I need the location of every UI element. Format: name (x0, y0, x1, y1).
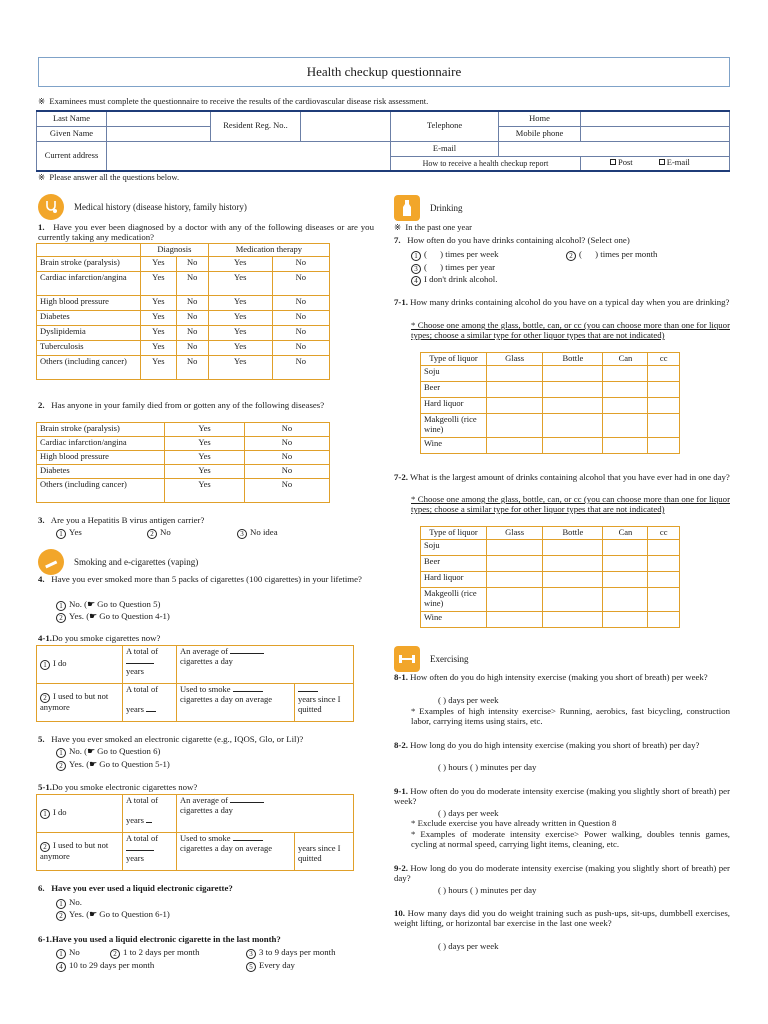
exercising-section-header: Exercising (394, 646, 469, 672)
q91-answer[interactable]: ( ) days per week (438, 808, 499, 818)
medication-yes-cell[interactable]: Yes (208, 256, 272, 271)
q3-option-no[interactable]: 2 No (147, 527, 171, 539)
question-1-table (36, 243, 330, 380)
q61-option-3-9[interactable]: 3 3 to 9 days per month (246, 947, 335, 959)
medication-no-cell[interactable]: No (272, 271, 329, 295)
liquor-amount-cell[interactable] (648, 397, 680, 413)
liquor-amount-cell[interactable] (603, 587, 648, 611)
liquor-amount-cell[interactable] (543, 571, 603, 587)
q51-used-average[interactable]: Used to smoke cigarettes a day on average (177, 833, 295, 871)
q82-answer[interactable]: ( ) hours ( ) minutes per day (438, 762, 537, 772)
given-name-label: Given Name (37, 126, 107, 141)
q1-row (37, 271, 330, 295)
email-field[interactable] (499, 141, 730, 156)
diagnosis-header: Diagnosis (141, 244, 209, 257)
q51-years-smoked[interactable]: A total of years (123, 795, 177, 833)
liquor-amount-cell[interactable] (603, 611, 648, 627)
address-field[interactable] (107, 141, 391, 171)
medication-no-cell[interactable]: No (272, 340, 329, 355)
liquor-amount-cell[interactable] (543, 611, 603, 627)
liquor-header-cell: Can (603, 527, 648, 540)
liquor-type-label: Wine (421, 611, 487, 627)
q51-average[interactable]: An average of cigarettes a day (177, 795, 354, 833)
q41-used-to[interactable]: 2 I used to but not anymore (37, 684, 123, 722)
dumbbell-icon (394, 646, 420, 672)
home-phone-field[interactable] (581, 111, 730, 126)
drinking-section-header: Drinking (394, 195, 463, 221)
family-no-cell[interactable]: No (245, 423, 330, 437)
liquor-amount-cell[interactable] (648, 611, 680, 627)
q2-row (37, 465, 330, 479)
q2-disease-label: Others (including cancer) (37, 479, 165, 503)
q1-disease-label: Cardiac infarction/angina (37, 271, 141, 295)
question-4: 4. Have you ever smoked more than 5 packs of cigarettes (100 cigarettes) in your lifetime? (38, 574, 362, 584)
question-2-table (36, 422, 330, 503)
medication-yes-cell[interactable]: Yes (208, 271, 272, 295)
liquor-amount-cell[interactable] (648, 555, 680, 571)
q41-years-smoked[interactable]: A total of years (123, 646, 177, 684)
question-10: 10. How many days did you do weight training such as push-ups, sit-ups, dumbbell exercises, weight lifting, or horizontal bar exercise in the last one week? (394, 908, 730, 929)
liquor-amount-cell[interactable] (543, 365, 603, 381)
liquor-amount-cell[interactable] (603, 365, 648, 381)
home-phone-label: Home (499, 111, 581, 126)
diagnosis-yes-cell[interactable]: Yes (141, 325, 177, 340)
liquor-amount-cell[interactable] (487, 437, 543, 453)
liquor-amount-cell[interactable] (487, 397, 543, 413)
q61-option-no[interactable]: 1 No (56, 947, 80, 959)
q7-option-year[interactable]: 3 ( ) times per year (411, 262, 495, 274)
q3-option-no-idea[interactable]: 3 No idea (237, 527, 278, 539)
liquor-amount-cell[interactable] (543, 587, 603, 611)
liquor-type-label: Soju (421, 365, 487, 381)
q1-disease-label: Others (including cancer) (37, 355, 141, 379)
q4-option-yes[interactable]: 2 Yes. (☛ Go to Question 4-1) (56, 611, 170, 623)
liquor-header-cell: Glass (487, 527, 543, 540)
q10-answer[interactable]: ( ) days per week (438, 941, 499, 951)
liquor-row (421, 611, 680, 627)
liquor-row (421, 437, 680, 453)
q2-disease-label: Diabetes (37, 465, 165, 479)
medication-yes-cell[interactable]: Yes (208, 295, 272, 310)
q91-example: * Examples of moderate intensity exercise> Power walking, doubles tennis games, cycling at normal speed, carrying light items, cleaning, etc. (411, 829, 730, 850)
family-yes-cell[interactable]: Yes (165, 465, 245, 479)
diagnosis-yes-cell[interactable]: Yes (141, 355, 177, 379)
liquor-row (421, 539, 680, 555)
liquor-type-label: Makgeolli (rice wine) (421, 587, 487, 611)
liquor-type-label: Hard liquor (421, 397, 487, 413)
q41-years-used[interactable]: A total of years (123, 684, 177, 722)
question-5-1-table (36, 794, 354, 871)
telephone-label: Telephone (391, 111, 499, 141)
q1-disease-label: Brain stroke (paralysis) (37, 256, 141, 271)
question-6: 6. Have you ever used a liquid electronic cigarette? (38, 883, 233, 893)
q1-disease-label: Dyslipidemia (37, 325, 141, 340)
family-no-cell[interactable]: No (245, 465, 330, 479)
family-no-cell[interactable]: No (245, 479, 330, 503)
diagnosis-yes-cell[interactable]: Yes (141, 340, 177, 355)
q1-row (37, 256, 330, 271)
liquor-amount-cell[interactable] (603, 571, 648, 587)
q72-instruction: * Choose one among the glass, bottle, can, or cc (you can choose more than one for liquor types; choose a similar type for other liquor types that are not indicated) (411, 494, 730, 515)
q61-option-every-day[interactable]: 5 Every day (246, 960, 295, 972)
mobile-phone-label: Mobile phone (499, 126, 581, 141)
liquor-amount-cell[interactable] (543, 437, 603, 453)
diagnosis-no-cell[interactable]: No (176, 295, 208, 310)
liquor-amount-cell[interactable] (648, 437, 680, 453)
resident-reg-label: Resident Reg. No.. (211, 111, 301, 141)
q1-row (37, 325, 330, 340)
given-name-field[interactable] (107, 126, 211, 141)
liquor-amount-cell[interactable] (603, 437, 648, 453)
answer-all-note: ※ Please answer all the questions below. (38, 172, 180, 182)
liquor-header-row (421, 527, 680, 540)
liquor-amount-cell[interactable] (603, 413, 648, 437)
liquor-amount-cell[interactable] (487, 611, 543, 627)
liquor-header-cell: Bottle (543, 527, 603, 540)
liquor-type-label: Beer (421, 555, 487, 571)
liquor-type-label: Hard liquor (421, 571, 487, 587)
diagnosis-no-cell[interactable]: No (176, 340, 208, 355)
liquor-header-cell: Type of liquor (421, 353, 487, 366)
diagnosis-no-cell[interactable]: No (176, 325, 208, 340)
q51-i-do[interactable]: 1 I do (37, 795, 123, 833)
q41-used-average[interactable]: Used to smoke cigarettes a day on average (177, 684, 295, 722)
liquor-type-label: Beer (421, 381, 487, 397)
q1-row (37, 295, 330, 310)
q1-disease-label: Tuberculosis (37, 340, 141, 355)
question-8-1: 8-1. How often do you do high intensity exercise (making you short of breath) per week? (394, 672, 708, 682)
report-method-options (581, 156, 730, 171)
q2-row (37, 451, 330, 465)
question-8-2: 8-2. How long do you do high intensity exercise (making you short of breath) per day? (394, 740, 700, 750)
medication-no-cell[interactable]: No (272, 310, 329, 325)
medication-yes-cell[interactable]: Yes (208, 325, 272, 340)
family-no-cell[interactable]: No (245, 451, 330, 465)
liquor-amount-cell[interactable] (487, 413, 543, 437)
email-checkbox[interactable] (659, 159, 665, 165)
liquor-header-row (421, 353, 680, 366)
liquor-amount-cell[interactable] (603, 397, 648, 413)
address-label: Current address (37, 141, 107, 171)
question-9-1: 9-1. How often do you do moderate intensity exercise (making you slightly short of breath) per week? (394, 786, 730, 807)
question-5: 5. Have you ever smoked an electronic cigarette (e.g., IQOS, Glo, or Lil)? (38, 734, 304, 744)
liquor-amount-cell[interactable] (487, 365, 543, 381)
liquor-header-cell: Bottle (543, 353, 603, 366)
liquor-amount-cell[interactable] (648, 587, 680, 611)
family-no-cell[interactable]: No (245, 437, 330, 451)
q51-years-since[interactable]: years since I quitted (295, 833, 354, 871)
q51-used-to[interactable]: 2 I used to but not anymore (37, 833, 123, 871)
liquor-amount-cell[interactable] (543, 381, 603, 397)
post-checkbox[interactable] (610, 159, 616, 165)
medication-no-cell[interactable]: No (272, 325, 329, 340)
liquor-header-cell: cc (648, 527, 680, 540)
last-name-label: Last Name (37, 111, 107, 126)
family-yes-cell[interactable]: Yes (165, 451, 245, 465)
resident-reg-field[interactable] (301, 111, 391, 141)
question-7-1: 7-1. How many drinks containing alcohol do you have on a typical day when you are drinking? (394, 297, 730, 307)
q2-row (37, 423, 330, 437)
q41-average[interactable]: An average of cigarettes a day (177, 646, 354, 684)
q7-option-month[interactable]: 2 ( ) times per month (566, 249, 657, 261)
liquor-amount-cell[interactable] (487, 587, 543, 611)
q5-option-no[interactable]: 1 No. (☛ Go to Question 6) (56, 746, 160, 758)
q41-years-since[interactable]: years since I quitted (295, 684, 354, 722)
liquor-type-label: Soju (421, 539, 487, 555)
q1-row (37, 340, 330, 355)
q4-option-no[interactable]: 1 No. (☛ Go to Question 5) (56, 599, 160, 611)
q61-option-1-2[interactable]: 2 1 to 2 days per month (110, 947, 199, 959)
medical-section-header: Medical history (disease history, family history) (38, 194, 247, 220)
q7-option-none[interactable]: 4 I don't drink alcohol. (411, 274, 497, 286)
liquor-row (421, 397, 680, 413)
examinees-note: ※ Examinees must complete the questionnaire to receive the results of the cardiovascular disease risk assessment. (38, 96, 429, 106)
liquor-amount-cell[interactable] (648, 571, 680, 587)
medication-header: Medication therapy (208, 244, 329, 257)
q91-exclude: * Exclude exercise you have already written in Question 8 (411, 818, 617, 828)
q2-disease-label: Cardiac infarction/angina (37, 437, 165, 451)
family-yes-cell[interactable]: Yes (165, 479, 245, 503)
question-4-1-table (36, 645, 354, 722)
q2-row (37, 479, 330, 503)
question-2: 2. Has anyone in your family died from or gotten any of the following diseases? (38, 400, 325, 410)
diagnosis-no-cell[interactable]: No (176, 271, 208, 295)
question-6-1: 6-1.Have you used a liquid electronic cigarette in the last month? (38, 934, 281, 944)
stethoscope-icon (38, 194, 64, 220)
q6-option-no[interactable]: 1 No. (56, 897, 82, 909)
liquor-header-cell: Glass (487, 353, 543, 366)
question-1: 1. Have you ever been diagnosed by a doctor with any of the following diseases or are you currently taking any medication? (38, 222, 374, 243)
medication-no-cell[interactable]: No (272, 256, 329, 271)
q51-years-used[interactable]: A total of years (123, 833, 177, 871)
liquor-amount-cell[interactable] (648, 365, 680, 381)
diagnosis-no-cell[interactable]: No (176, 355, 208, 379)
q1-disease-label: Diabetes (37, 310, 141, 325)
diagnosis-yes-cell[interactable]: Yes (141, 295, 177, 310)
liquor-amount-cell[interactable] (487, 571, 543, 587)
liquor-amount-cell[interactable] (543, 413, 603, 437)
liquor-row (421, 587, 680, 611)
diagnosis-yes-cell[interactable]: Yes (141, 256, 177, 271)
liquor-amount-cell[interactable] (543, 539, 603, 555)
q71-liquor-table (420, 352, 680, 454)
liquor-header-cell: Type of liquor (421, 527, 487, 540)
mobile-phone-field[interactable] (581, 126, 730, 141)
q3-option-yes[interactable]: 1 Yes (56, 527, 82, 539)
question-3: 3. Are you a Hepatitis B virus antigen carrier? (38, 515, 205, 525)
smoking-section-header: Smoking and e-cigarettes (vaping) (38, 549, 198, 575)
q5-option-yes[interactable]: 2 Yes. (☛ Go to Question 5-1) (56, 759, 170, 771)
liquor-amount-cell[interactable] (487, 555, 543, 571)
liquor-amount-cell[interactable] (648, 413, 680, 437)
q1-row (37, 355, 330, 379)
liquor-amount-cell[interactable] (648, 539, 680, 555)
liquor-row (421, 413, 680, 437)
email-label: E-mail (391, 141, 499, 156)
medication-yes-cell[interactable]: Yes (208, 310, 272, 325)
q6-option-yes[interactable]: 2 Yes. (☛ Go to Question 6-1) (56, 909, 170, 921)
question-5-1: 5-1.Do you smoke electronic cigarettes now? (38, 782, 198, 792)
q81-answer[interactable]: ( ) days per week (438, 695, 499, 705)
question-7: 7. How often do you have drinks containing alcohol? (Select one) (394, 235, 630, 245)
liquor-amount-cell[interactable] (487, 381, 543, 397)
bottle-icon (394, 195, 420, 221)
liquor-amount-cell[interactable] (603, 555, 648, 571)
q61-option-10-29[interactable]: 4 10 to 29 days per month (56, 960, 154, 972)
q1-disease-label: High blood pressure (37, 295, 141, 310)
diagnosis-no-cell[interactable]: No (176, 310, 208, 325)
q2-disease-label: Brain stroke (paralysis) (37, 423, 165, 437)
liquor-row (421, 365, 680, 381)
past-year-note: ※ In the past one year (394, 222, 472, 232)
liquor-header-cell: Can (603, 353, 648, 366)
q7-option-week[interactable]: 1 ( ) times per week (411, 249, 499, 261)
question-7-2: 7-2. What is the largest amount of drinks containing alcohol that you have ever had in one day? (394, 472, 730, 482)
liquor-amount-cell[interactable] (487, 539, 543, 555)
q1-row (37, 310, 330, 325)
q2-row (37, 437, 330, 451)
liquor-amount-cell[interactable] (648, 381, 680, 397)
diagnosis-yes-cell[interactable]: Yes (141, 310, 177, 325)
medication-yes-cell[interactable]: Yes (208, 340, 272, 355)
liquor-amount-cell[interactable] (543, 397, 603, 413)
q72-liquor-table (420, 526, 680, 628)
medication-yes-cell[interactable]: Yes (208, 355, 272, 379)
liquor-type-label: Makgeolli (rice wine) (421, 413, 487, 437)
medication-no-cell[interactable]: No (272, 355, 329, 379)
question-4-1: 4-1.Do you smoke cigarettes now? (38, 633, 161, 643)
cigarette-icon (38, 549, 64, 575)
family-yes-cell[interactable]: Yes (165, 437, 245, 451)
q41-i-do[interactable]: 1 I do (37, 646, 123, 684)
q81-example: * Examples of high intensity exercise> Running, aerobics, fast bicycling, construction labor, carrying items using stairs, etc. (411, 706, 730, 727)
q2-disease-label: High blood pressure (37, 451, 165, 465)
liquor-header-cell: cc (648, 353, 680, 366)
post-option[interactable]: Post (610, 157, 633, 167)
medication-no-cell[interactable]: No (272, 295, 329, 310)
personal-info-table (36, 110, 730, 172)
liquor-row (421, 555, 680, 571)
page-title: Health checkup questionnaire (38, 57, 730, 87)
email-option[interactable]: E-mail (659, 157, 690, 167)
liquor-row (421, 571, 680, 587)
family-yes-cell[interactable]: Yes (165, 423, 245, 437)
diagnosis-no-cell[interactable]: No (176, 256, 208, 271)
liquor-type-label: Wine (421, 437, 487, 453)
liquor-amount-cell[interactable] (543, 555, 603, 571)
last-name-field[interactable] (107, 111, 211, 126)
q71-instruction: * Choose one among the glass, bottle, can, or cc (you can choose more than one for liquor types; choose a similar type for other liquor types that are not indicated) (411, 320, 730, 341)
liquor-amount-cell[interactable] (603, 381, 648, 397)
report-method-label: How to receive a health checkup report (391, 156, 581, 171)
liquor-row (421, 381, 680, 397)
liquor-amount-cell[interactable] (603, 539, 648, 555)
diagnosis-yes-cell[interactable]: Yes (141, 271, 177, 295)
question-9-2: 9-2. How long do you do moderate intensity exercise (making you slightly short of breath) per day? (394, 863, 730, 884)
q92-answer[interactable]: ( ) hours ( ) minutes per day (438, 885, 537, 895)
